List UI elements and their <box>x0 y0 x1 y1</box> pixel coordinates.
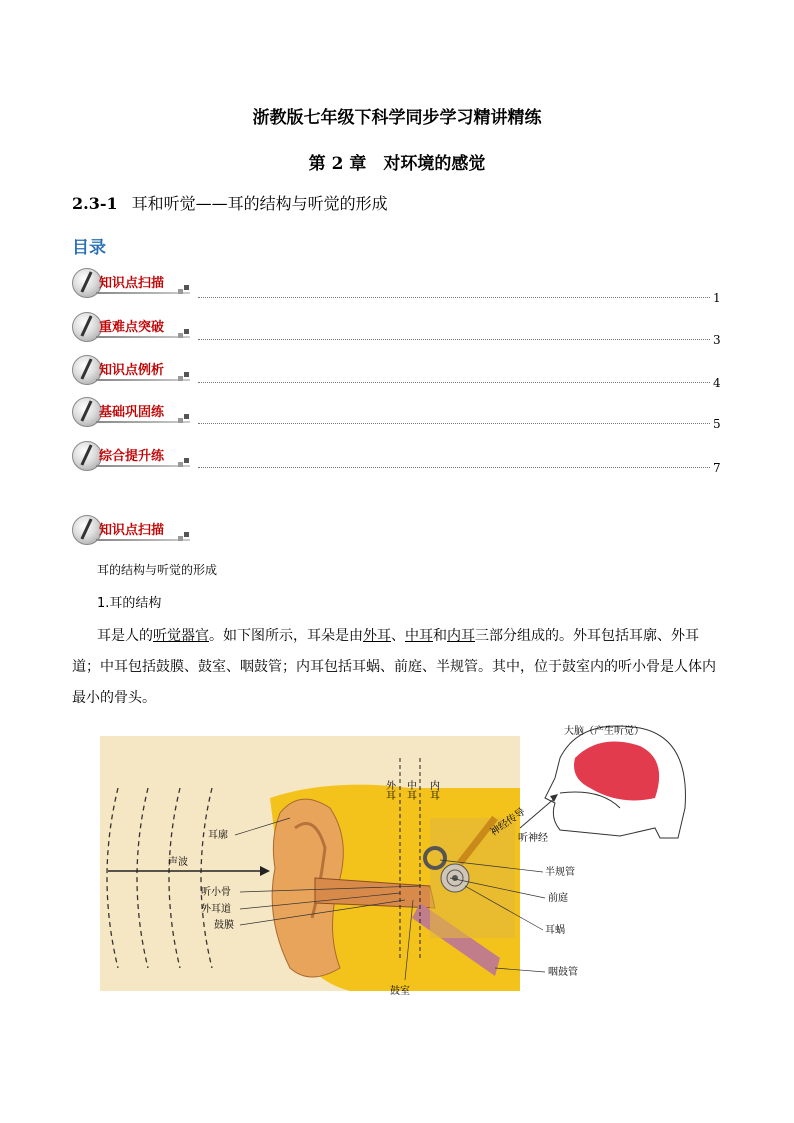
subheading: 耳的结构与听觉的形成 <box>97 563 218 577</box>
toc-item-1[interactable] <box>72 268 202 300</box>
underlined-term: 外耳 <box>363 628 391 644</box>
label-sound-wave: 声波 <box>168 857 188 868</box>
underlined-term: 听觉器官 <box>153 628 209 644</box>
label-ear-canal: 外耳道 <box>201 904 231 915</box>
label-ossicles: 听小骨 <box>201 887 231 898</box>
toc-page-number: 1 <box>713 291 721 305</box>
section-badge <box>72 515 202 547</box>
toc-leader <box>198 296 710 298</box>
toc-page-number: 7 <box>713 461 721 475</box>
chapter-title: 第 2 章 对环境的感觉 <box>308 154 486 174</box>
toc-leader <box>198 381 710 383</box>
label-semicircular-canals: 半规管 <box>545 867 575 878</box>
toc-page-number: 5 <box>713 417 721 431</box>
label-cochlea: 耳蜗 <box>545 925 565 936</box>
underlined-term: 内耳 <box>447 628 475 644</box>
label-middle-ear: 中耳 <box>404 780 416 800</box>
toc-item-label: 基础巩固练 <box>99 405 165 420</box>
label-nerve-conduction: 神经传导 <box>488 806 528 839</box>
document-title: 浙教版七年级下科学同步学习精讲精练 <box>252 108 542 128</box>
lesson-number: 2.3-1 <box>72 194 118 213</box>
toc-item-3[interactable] <box>72 355 202 387</box>
toc-page-number: 4 <box>713 376 721 390</box>
toc-leader <box>198 422 710 424</box>
toc-item-label: 综合提升练 <box>99 449 165 464</box>
toc-page-number: 3 <box>713 333 721 347</box>
toc-item-2[interactable] <box>72 312 202 344</box>
ear-structure-diagram <box>100 718 700 998</box>
label-eustachian-tube: 咽鼓管 <box>548 967 578 978</box>
label-eardrum: 鼓膜 <box>214 920 234 931</box>
toc-item-4[interactable] <box>72 397 202 429</box>
label-tympanic-cavity: 鼓室 <box>390 986 410 997</box>
label-outer-ear: 外耳 <box>383 780 395 800</box>
label-auricle: 耳廓 <box>208 830 228 841</box>
toc-item-5[interactable] <box>72 441 202 473</box>
subsection-title: 1.耳的结构 <box>97 596 162 611</box>
toc-leader <box>198 338 710 340</box>
section-badge-label: 知识点扫描 <box>99 523 165 538</box>
toc-item-label: 重难点突破 <box>99 320 165 335</box>
label-vestibule: 前庭 <box>548 893 568 904</box>
lesson-title: 耳和听觉——耳的结构与听觉的形成 <box>131 194 388 213</box>
body-paragraph: 耳是人的听觉器官。如下图所示，耳朵是由外耳、中耳和内耳三部分组成的。外耳包括耳廓、外耳道；中耳包括鼓膜、鼓室、咽鼓管；内耳包括耳蜗、前庭、半规管。其中，位于鼓室内的听小骨是人体内最小的骨头。 <box>72 628 716 706</box>
toc-item-label: 知识点例析 <box>99 363 165 378</box>
toc-leader <box>198 466 710 468</box>
label-brain: 大脑（产生听觉） <box>564 726 644 737</box>
label-auditory-nerve: 听神经 <box>518 833 548 844</box>
lesson-heading <box>72 191 388 214</box>
toc-item-label: 知识点扫描 <box>99 276 165 291</box>
toc-heading: 目录 <box>72 238 106 258</box>
underlined-term: 中耳 <box>405 628 433 644</box>
label-inner-ear: 内耳 <box>427 780 439 800</box>
